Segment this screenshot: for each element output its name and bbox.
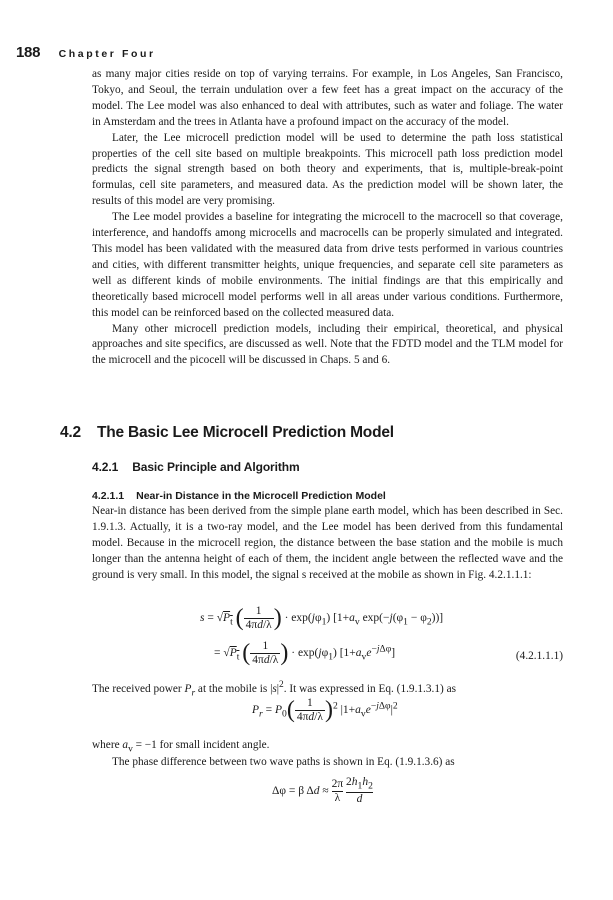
paragraph: Later, the Lee microcell prediction model will be used to determine the path loss statistical properties of the cell site based on multiple breakpoints. This microcell path loss prediction model predicts the signal strength based on both theory and experiments, that is, multiple-break-point formulas, cell site parameters, and measured data. As the prediction model will be shown later, the results of this model are very promising. <box>92 131 563 208</box>
subsection-number: 4.2.1 <box>92 460 119 474</box>
paragraph: The phase difference between two wave paths is shown in Eq. (1.9.1.3.6) as <box>112 756 455 768</box>
received-power-suffix: It was expressed in Eq. (1.9.1.3.1) as <box>286 682 456 695</box>
running-header <box>16 44 156 62</box>
where-prefix: where <box>92 739 123 751</box>
subsection-heading <box>92 460 300 474</box>
chapter-label: Chapter Four <box>58 48 156 60</box>
equation-signal-simplified: = $√P_t$ ( $\frac{1}{4\pi d/\lambda}$ ) · $\exp(j\varphi_1)$ $[1+a_ve^{-j\Delta\varphi}]$ <box>214 640 396 666</box>
equation-received-power: $P_r = P_0$( $\frac{1}{4\pi d/\lambda}$ )$^2$ $|1+a_ve^{-j\Delta\varphi}|^2$ <box>252 697 398 723</box>
subsubsection-heading <box>92 490 386 502</box>
subsection-title: Basic Principle and Algorithm <box>132 460 300 474</box>
paragraph: as many major cities reside on top of varying terrains. For example, in Los Angeles, San Francisco, Tokyo, and Seoul, the terrain undulation over a few feet has a great impact on the accuracy of the model. The Lee model was also enhanced to deal with attributes, such as water and foliage. The water in Amsterdam and the trees in Atlanta have a profound impact on the accuracy of the model. <box>92 68 563 128</box>
subsubsection-number: 4.2.1.1 <box>92 490 125 502</box>
section-number: 4.2 <box>60 424 81 441</box>
section-heading <box>60 424 394 442</box>
paragraph: The Lee model provides a baseline for integrating the microcell to the macrocell so that coverage, interference, and handoffs among microcells and macrocells can be properly simulated and integrated. This model has been validated with the measured data from drive tests performed in various countries and cities, with different transmitter heights, unique frequencies, and separate cell site parameters as well as different kinds of mobile environments. The initial findings are that this empirically and theoretically based microcell model performs well in all areas under various conditions. Furthermore, this model can be reinforced based on the collected measured data. <box>92 211 563 319</box>
equation-phase-difference: Δφ = β Δd ≈ $\frac{2\pi}{\lambda}$ $\frac{2h_1h_2}{d}$ <box>272 776 373 806</box>
section-body <box>92 504 563 584</box>
page-number: 188 <box>16 44 41 61</box>
paragraph: The received power $P_r$ at the mobile is $|s|^2$. It was expressed in Eq. (1.9.1.3.1) as <box>92 680 456 699</box>
section-title: The Basic Lee Microcell Prediction Model <box>96 424 394 441</box>
equation-signal: $s = √P_t$ ( $\frac{1}{4\pi d/\lambda}$ ) · $\exp(j\varphi_1)$ [$1+a_v$ $\exp(-j(\varphi_1 - \varphi_2))$] <box>200 605 444 631</box>
received-power-prefix: The received power <box>92 682 185 695</box>
received-power-mid: at the mobile is | <box>195 682 273 695</box>
paragraph: Many other microcell prediction models, including their empirical, theoretical, and physical approaches and site specifics, are discussed as well. Note that the FDTD model and the TLM model for the microcell and the picocell will be discussed in Chaps. 5 and 6. <box>92 322 563 367</box>
paragraph: Near-in distance has been derived from the simple plane earth model, which has been described in Sec. 1.9.1.3. Actually, it is a two-ray model, and the Lee model has been derived from this fundamental model. Because in the microcell region, the distance between the base station and the mobile is much longer than the antenna height of each of them, the incident angle between the reflected wave and the ground is very small. In this model, the signal s received at the mobile as shown in Fig. 4.2.1.1.1: <box>92 505 563 581</box>
where-suffix: = −1 for small incident angle. <box>132 739 270 751</box>
equation-number: (4.2.1.1.1) <box>515 650 563 662</box>
body-text <box>92 67 563 369</box>
subsubsection-title: Near-in Distance in the Microcell Prediction Model <box>136 490 386 502</box>
paragraph: where $a_v = -1$ for small incident angle. <box>92 739 270 755</box>
